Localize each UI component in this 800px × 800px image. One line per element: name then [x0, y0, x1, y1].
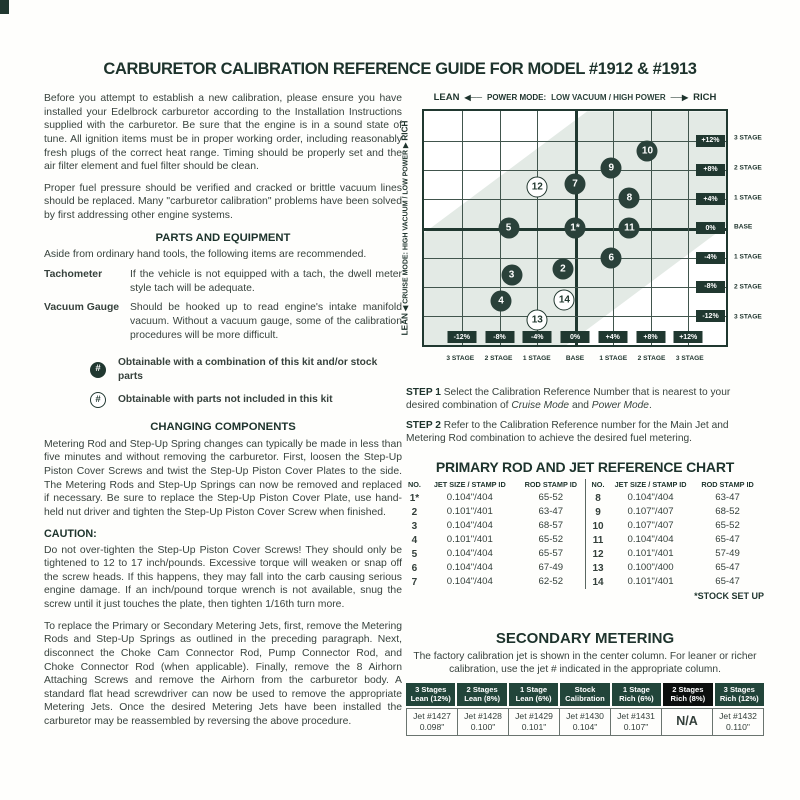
rich-label: RICH — [400, 120, 410, 141]
col-no: NO. — [407, 479, 421, 489]
legend-item-kit-parts — [90, 356, 402, 383]
y-axis-pct-label: -12% — [696, 310, 725, 322]
jet-number: Jet #1430 — [566, 711, 604, 722]
rod-stamp-id: 65-52 — [715, 519, 740, 531]
secondary-jet-cell: N/A — [662, 709, 713, 735]
power-mode-axis — [422, 92, 728, 104]
jet-number: Jet #1432 — [719, 711, 757, 722]
rod-stamp-id: 67-49 — [538, 561, 564, 573]
jet-size: 0.104"/404 — [627, 533, 674, 545]
x-axis-pct-label: +12% — [674, 331, 703, 343]
calibration-point-4: 4 — [491, 290, 512, 311]
step-1-text: and — [569, 400, 592, 412]
power-mode-italic: Power Mode — [591, 400, 649, 412]
jet-size: 0.104"/404 — [446, 561, 493, 573]
rod-stamp-id: 65-52 — [538, 533, 564, 545]
jet-size: 0.104"/404 — [446, 575, 493, 587]
step-2 — [406, 419, 764, 445]
stage-label: 2 STAGE — [734, 164, 762, 172]
right-stage-labels — [734, 109, 768, 347]
caution-paragraph-1: Do not over-tighten the Step-Up Piston Cover Screws! They should only be tightened to 12 to 17 inch/pounds. Excessive torque will weaken or snap off the screw heads. If this happens, they may fall into the carb causing serious engine damage. If an inch/pound torque wrench is not available, snug the screw until it just touches the plate, then tighten 1/16th turn more. — [44, 544, 402, 611]
stage-label: 3 STAGE — [675, 355, 704, 363]
calibration-point-2: 2 — [552, 259, 573, 280]
legend-item-not-included — [90, 392, 402, 408]
jet-table-left-half — [406, 479, 585, 589]
hash-outline-circle-icon: # — [90, 392, 106, 408]
col-rod-stamp: ROD STAMP ID — [524, 479, 578, 489]
jet-row — [590, 561, 760, 575]
header-line-1: 3 Stages — [723, 684, 755, 694]
stage-label: 2 STAGE — [484, 355, 513, 363]
equipment-desc: If the vehicle is not equipped with a tach, the dwell meter style tach will be adequate. — [130, 269, 402, 294]
jet-size: 0.101"/401 — [627, 547, 674, 559]
calibration-point-1: 1* — [565, 218, 586, 239]
grid-line-horizontal — [424, 316, 726, 317]
col-rod-stamp: ROD STAMP ID — [701, 479, 754, 489]
jet-size: 0.104"/404 — [446, 491, 493, 503]
jet-no: 14 — [592, 576, 604, 588]
header-line-2: Rich (12%) — [719, 693, 759, 703]
jet-no: 9 — [595, 506, 601, 518]
lean-label: LEAN — [400, 313, 410, 336]
secondary-metering-title: SECONDARY METERING — [495, 629, 675, 647]
intro-paragraph-2: Proper fuel pressure should be verified and cracked or brittle vacuum lines should be replaced. Many "carburetor calibration" problems have been solved by first addressing other engine systems. — [44, 182, 402, 221]
primary-rod-jet-chart-title: PRIMARY ROD AND JET REFERENCE CHART — [435, 458, 735, 475]
stage-label: BASE — [565, 355, 585, 363]
jet-row — [406, 505, 585, 519]
y-axis-pct-label: -8% — [696, 281, 725, 293]
header-line-1: 1 Stage — [520, 684, 548, 694]
caution-paragraph-2: To replace the Primary or Secondary Metering Jets, first, remove the Metering Rods and Step-Up Springs as outlined in the preceding paragraph. Next, disconnect the Choke Cam Connector Rod, Pump Connector Rod, and Choke Connector Rod (when applicable). Finally, remove the 8 Airhorn Attaching Screws and remove the Airhorn from the carburetor body. A standard flat head screwdriver can now be used to remove the appropriate Metering Jets. Once the desired Metering Jets have been installed the carburetor may be reassembled by reversing the above procedure. — [44, 620, 402, 728]
jet-row — [590, 533, 760, 547]
jet-size: 0.101"/401 — [446, 533, 493, 545]
calibration-point-12: 12 — [527, 177, 548, 198]
step-1-label: STEP 1 — [406, 387, 441, 399]
secondary-jet-cell — [713, 709, 763, 735]
jet-number: Jet #1428 — [464, 711, 502, 722]
step-2-label: STEP 2 — [406, 420, 441, 432]
secondary-jet-cell — [560, 709, 611, 735]
header-line-2: Calibration — [565, 693, 605, 703]
arrow-right-icon: ──▶ — [670, 92, 689, 102]
y-axis-pct-label: 0% — [696, 222, 725, 234]
parts-intro: Aside from ordinary hand tools, the following items are recommended. — [44, 249, 367, 261]
header-line-2: Lean (8%) — [464, 693, 501, 703]
jet-no: 8 — [595, 492, 601, 504]
jet-table-header — [406, 479, 585, 491]
jet-table-header — [590, 479, 760, 491]
y-axis-pct-label: +8% — [696, 164, 725, 176]
rod-stamp-id: 65-47 — [715, 575, 740, 587]
cruise-mode-axis-text — [401, 121, 412, 336]
symbol-legend — [90, 356, 402, 408]
arrow-left-icon: ◀ — [402, 306, 410, 312]
x-axis-pct-label: +8% — [636, 331, 665, 343]
jet-row — [590, 547, 760, 561]
secondary-col-header — [663, 683, 712, 705]
jet-row — [590, 491, 760, 505]
step-1-text: Select the Calibration Reference Number that is nearest to your desired combination of — [406, 387, 731, 412]
header-line-1: 1 Stage — [622, 684, 650, 694]
secondary-metering-intro: The factory calibration jet is shown in the center column. For leaner or richer calibration, use the jet # indicated in the appropriate column. — [413, 651, 757, 676]
jet-size: 0.107"/407 — [627, 519, 674, 531]
page-corner-mark — [0, 0, 9, 14]
stage-label: 2 STAGE — [734, 283, 762, 291]
calibration-point-10: 10 — [637, 141, 658, 162]
jet-no: 4 — [411, 534, 418, 546]
jet-size: 0.101" — [521, 722, 547, 733]
jet-size: 0.101"/401 — [446, 505, 493, 517]
equipment-term: Vacuum Gauge — [44, 302, 120, 314]
jet-size: 0.104"/404 — [627, 491, 674, 503]
secondary-col-header — [560, 683, 609, 705]
jet-no: 7 — [411, 576, 418, 588]
header-line-1: 2 Stages — [466, 684, 498, 694]
power-mode-desc: LOW VACUUM / HIGH POWER — [551, 92, 666, 102]
stage-label: 3 STAGE — [734, 134, 762, 142]
left-column — [44, 92, 402, 737]
equipment-term: Tachometer — [44, 269, 103, 281]
col-jet-size: JET SIZE / STAMP ID — [614, 479, 687, 489]
jet-no: 2 — [411, 506, 418, 518]
cruise-mode-italic: Cruise Mode — [511, 400, 570, 412]
header-line-1: 2 Stages — [672, 684, 704, 694]
jet-row — [406, 575, 585, 589]
rod-stamp-id: 65-47 — [715, 533, 740, 545]
calibration-grid — [422, 109, 728, 347]
jet-no: 10 — [592, 520, 604, 532]
header-line-2: Rich (6%) — [619, 693, 654, 703]
arrow-left-icon: ◀── — [464, 92, 482, 102]
stage-label: 1 STAGE — [599, 355, 628, 363]
cruise-mode-label: CRUISE MODE: — [402, 252, 410, 305]
jet-size: 0.104" — [572, 722, 598, 733]
right-column — [400, 92, 764, 736]
calibration-point-6: 6 — [601, 247, 622, 268]
header-line-2: Rich (8%) — [670, 693, 706, 703]
rich-label: RICH — [693, 92, 717, 103]
jet-size: 0.104"/404 — [446, 547, 493, 559]
header-line-1: 3 Stages — [415, 684, 447, 694]
secondary-jet-cell — [611, 709, 662, 735]
secondary-col-header — [715, 683, 764, 705]
stage-label: 1 STAGE — [522, 355, 551, 363]
jet-row — [590, 519, 760, 533]
secondary-col-header — [509, 683, 558, 705]
stock-setup-footnote: *STOCK SET UP — [694, 591, 764, 602]
secondary-jet-cell — [509, 709, 560, 735]
jet-number: Jet #1429 — [515, 711, 553, 722]
step-1 — [406, 386, 764, 412]
legend-text: Obtainable with a combination of this kit and/or stock parts — [118, 357, 378, 382]
secondary-col-header — [457, 683, 506, 705]
secondary-col-header — [612, 683, 661, 705]
jet-no: 12 — [592, 548, 604, 560]
jet-number: Jet #1427 — [413, 711, 451, 722]
calibration-point-14: 14 — [554, 289, 575, 310]
jet-table-right-body — [590, 491, 760, 589]
cruise-mode-desc: HIGH VACUUM / LOW POWER — [402, 150, 410, 251]
rod-stamp-id: 65-52 — [538, 491, 564, 503]
header-line-2: Lean (12%) — [410, 693, 451, 703]
equipment-row-tachometer — [44, 268, 402, 295]
jet-row — [406, 491, 585, 505]
jet-size: 0.107" — [623, 722, 649, 733]
calibration-point-9: 9 — [601, 157, 622, 178]
jet-row — [406, 533, 585, 547]
bottom-stage-labels — [422, 355, 728, 367]
step-2-text: Refer to the Calibration Reference number for the Main Jet and Metering Rod combination to achieve the desired fuel metering. — [406, 420, 729, 445]
stage-label: 1 STAGE — [734, 253, 762, 261]
jet-size: 0.104"/404 — [446, 519, 493, 531]
jet-no: 1* — [409, 492, 420, 504]
secondary-metering-table — [406, 683, 764, 736]
y-axis-pct-label: -4% — [696, 252, 725, 264]
jet-row — [590, 505, 760, 519]
caution-heading: CAUTION: — [44, 528, 97, 541]
equipment-desc: Should be hooked up to read engine's intake manifold vacuum. Without a vacuum gauge, some of the calibration procedures will be more difficult. — [130, 302, 402, 341]
header-line-1: Stock — [574, 684, 596, 694]
jet-row — [590, 575, 760, 589]
intro-paragraph-1: Before you attempt to establish a new calibration, please ensure you have installed your Edelbrock carburetor according to the Installation Instructions supplied with the carburetor. Be sure that the engine is in a sound state of tune. All ignition items must be in proper working order, including reasonably fresh plugs of the correct heat range. Timing should be properly set and the air filter element and fuel filter should be clean. — [44, 93, 402, 173]
jet-table-left-body — [406, 491, 585, 589]
power-mode-label: POWER MODE: — [487, 92, 547, 102]
jet-no: 11 — [592, 534, 604, 546]
rod-stamp-id: 65-57 — [538, 547, 564, 559]
calibration-point-11: 11 — [619, 218, 640, 239]
equipment-row-vacuum-gauge — [44, 301, 402, 342]
arrow-right-icon: ▶ — [402, 142, 410, 149]
changing-components-paragraph: Metering Rod and Step-Up Spring changes can typically be made in less than five minutes and without removing the carburetor. First, loosen the Step-Up Piston Cover Screws and twist the Step-Up Piston Cover Plates to the side. The Metering Rods and Step-Up Springs can now be removed and replaced if necessary. Be sure to replace the Step-Up Piston Cover Plate, use hand-held nut driver and tighten the Step-Up Piston Cover Screw when finished. — [44, 438, 402, 518]
cruise-mode-axis — [398, 109, 414, 347]
jet-row — [406, 561, 585, 575]
calibration-point-3: 3 — [501, 265, 522, 286]
jet-table-right-half — [585, 479, 760, 589]
grid-line-vertical — [613, 111, 614, 345]
grid-line-horizontal — [424, 258, 726, 259]
stage-label: 3 STAGE — [734, 313, 762, 321]
jet-size: 0.107"/407 — [627, 505, 674, 517]
secondary-jet-cell — [458, 709, 509, 735]
legend-text: Obtainable with parts not included in this kit — [118, 394, 333, 406]
stage-label: 1 STAGE — [734, 194, 762, 202]
calibration-point-7: 7 — [565, 173, 586, 194]
col-jet-size: JET SIZE / STAMP ID — [433, 479, 506, 489]
rod-stamp-id: 63-47 — [538, 505, 564, 517]
rod-stamp-id: 57-49 — [715, 547, 740, 559]
jet-row — [406, 547, 585, 561]
jet-size: 0.100" — [470, 722, 496, 733]
x-axis-pct-label: 0% — [561, 331, 590, 343]
grid-line-vertical — [688, 111, 689, 345]
x-axis-pct-label: +4% — [598, 331, 627, 343]
x-axis-pct-label: -4% — [523, 331, 552, 343]
hash-filled-circle-icon: # — [90, 362, 106, 378]
calibration-point-8: 8 — [619, 187, 640, 208]
jet-no: 5 — [411, 548, 418, 560]
jet-size: 0.100"/400 — [627, 561, 674, 573]
calibration-chart — [400, 107, 764, 377]
changing-components-heading: CHANGING COMPONENTS — [150, 420, 296, 433]
jet-no: 3 — [411, 520, 418, 532]
stage-label: BASE — [734, 224, 753, 232]
lean-label: LEAN — [433, 92, 460, 103]
y-axis-pct-label: +4% — [696, 193, 725, 205]
parts-and-equipment-heading: PARTS AND EQUIPMENT — [155, 231, 291, 244]
secondary-col-header — [406, 683, 455, 705]
y-axis-pct-label: +12% — [696, 135, 725, 147]
rod-stamp-id: 63-47 — [715, 491, 740, 503]
rod-stamp-id: 68-57 — [538, 519, 564, 531]
jet-size: 0.098" — [419, 722, 445, 733]
secondary-table-header-row — [406, 683, 764, 705]
grid-line-horizontal — [424, 287, 726, 288]
col-no: NO. — [591, 479, 605, 489]
primary-rod-jet-table — [406, 479, 764, 589]
secondary-jet-cell — [407, 709, 458, 735]
rod-stamp-id: 62-52 — [538, 575, 564, 587]
header-line-2: Lean (6%) — [515, 693, 552, 703]
x-axis-pct-label: -12% — [447, 331, 476, 343]
stage-label: 3 STAGE — [446, 355, 475, 363]
rod-stamp-id: 65-47 — [715, 561, 740, 573]
secondary-table-body-row — [406, 708, 764, 736]
jet-size: 0.101"/401 — [627, 575, 674, 587]
jet-no: 13 — [592, 562, 604, 574]
step-1-text: . — [648, 400, 652, 412]
rod-stamp-id: 68-52 — [715, 505, 740, 517]
x-axis-pct-label: -8% — [485, 331, 514, 343]
calibration-point-13: 13 — [527, 309, 548, 330]
calibration-point-5: 5 — [498, 218, 519, 239]
page-title: CARBURETOR CALIBRATION REFERENCE GUIDE FOR MODEL #1912 & #1913 — [103, 60, 697, 78]
jet-no: 6 — [411, 562, 418, 574]
jet-row — [406, 519, 585, 533]
jet-number: Jet #1431 — [617, 711, 655, 722]
stage-label: 2 STAGE — [637, 355, 666, 363]
jet-size: 0.110" — [726, 722, 750, 733]
